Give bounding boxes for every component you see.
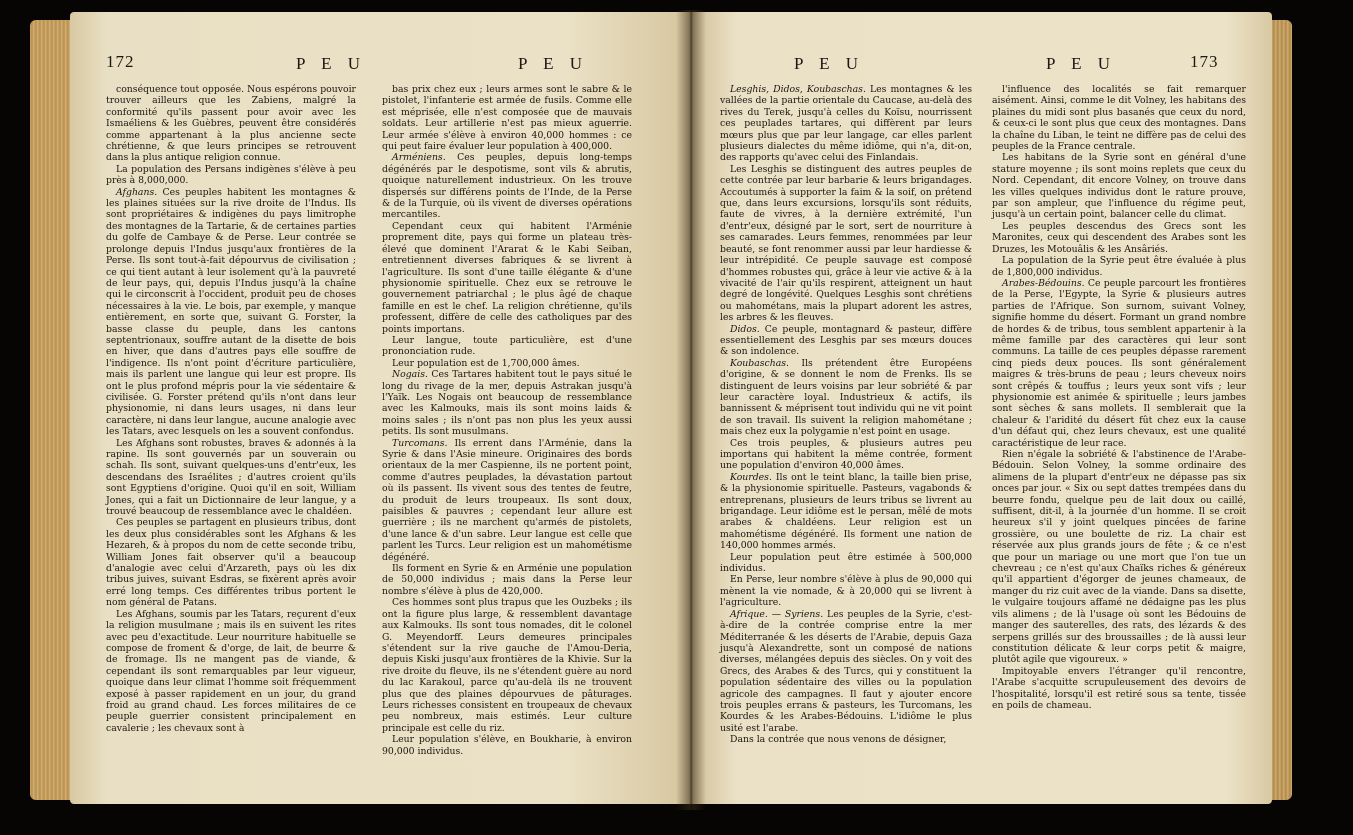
paragraph (992, 278, 1246, 449)
paragraph (382, 734, 632, 757)
paragraph-text: Ils prétendent être Européens d'origine, & se donnent le nom de Frenks. Ils se distinguent de leurs voisins par leur sobriété & par leur caractère loyal. Industrieux & actifs, ils bannissent & méprisent tout individu qui ne vit point de son travail. Ils suivent la religion mahométane ; mais chez eux la polygamie n'est point en usage. (720, 357, 973, 438)
left-running-head-2: P E U (518, 54, 588, 73)
paragraph-text: Ils ont le teint blanc, la taille bien prise, & la physionomie spirituelle. Pasteurs, vagabonds & entreprenans, plusieurs de leurs tribus se livrent au brigandage. Leur idiôme est le persan, mêlé de mots arabes & chaldéens. Leur religion est un mahométisme dégénéré. Ils forment une nation de 140,000 hommes armés. (720, 471, 973, 552)
paragraph-text: Ces Tartares habitent tout le pays situé le long du rivage de la mer, depuis Astrakan jusqu'à l'Yaïk. Les Nogais ont beaucoup de ressemblance avec les Kalmouks, mais ils sont moins laids & moins sales ; ils n'ont pas non plus les yeux aussi petits. Ils sont musulmans. (382, 369, 632, 438)
paragraph (382, 563, 632, 597)
left-page-number: 172 (106, 52, 135, 71)
paragraph (992, 152, 1246, 220)
left-column-2 (382, 84, 632, 757)
paragraph-text: Leur population peut être estimée à 500,000 individus. (720, 551, 972, 575)
paragraph-text: Impitoyable envers l'étranger qu'il rencontre, l'Arabe s'acquitte scrupuleusement des devoirs de l'hospitalité, lorsqu'il est retiré sous sa tente, tissée en poils de chameau. (992, 665, 1246, 711)
paragraph-lead: Didos. (730, 323, 765, 335)
paragraph-text: Les Afghans sont robustes, braves & adonnés à la rapine. Ils sont gouvernés par un souverain ou schah. Ils sont, suivant quelques-uns d'entr'eux, les descendans des Israélites ; d'autres croient qu'ils sont Egyptiens d'origine. Quoi qu'il en soit, William Jones, qui a fait un Dictionnaire de leur langue, y a trouvé beaucoup de ressemblance avec le chaldéen. (106, 437, 356, 518)
paragraph (720, 734, 972, 745)
paragraph-text: La population de la Syrie peut être évaluée à plus de 1,800,000 individus. (992, 255, 1246, 278)
right-running-head-1: P E U (794, 54, 864, 73)
paragraph-text: l'influence des localités se fait remarquer aisément. Ainsi, comme le dit Volney, les habitans des plaines du midi sont plus basanés que ceux du nord, & ceux-ci le sont plus que ceux des montagnes. Dans la chaîne du Liban, le teint ne diffère pas de celui des peuples de la France centrale. (992, 84, 1246, 153)
paragraph-text: Leur population est de 1,700,000 âmes. (392, 357, 580, 369)
paragraph-text: Ces trois peuples, & plusieurs autres peu importans qui habitent la même contrée, forment une population d'environ 40,000 âmes. (720, 437, 972, 472)
right-running-head-2: P E U (1046, 54, 1116, 73)
paragraph-text: Les peuples descendus des Grecs sont les Maronites, ceux qui descendent des Arabes sont les Druzes, les Motouâlis & les Ansâriés. (992, 220, 1246, 255)
paragraph-text: Ces peuples se partagent en plusieurs tribus, dont les deux plus considérables sont les Afghans & les Hezareh, & à propos du nom de cette seconde tribu, William Jones fait observer qu'il a beaucoup d'analogie avec celui d'Arzareth, pays où les dix tribus juives, suivant Esdras, se fixèrent après avoir erré long temps. Ces différentes tribus portent le nom général de Patans. (106, 517, 356, 609)
left-page (70, 12, 690, 804)
paragraph-text: Ces peuples habitent les montagnes & les plaines situées sur la rive droite de l'Indus. Ils sont propriétaires & indigènes du pays limitrophe des montagnes de la Tartarie, & de certaines parties du golfe de Cambaye & de Perse. Leur contrée se prolonge depuis l'Indus jusqu'aux frontières de la Perse. Ils sont tout-à-fait dépourvus de civilisation ; ce qui tient autant à leur isolement qu'à la pauvreté de leur pays, qui, depuis l'Indus jusqu'à la chaîne qui le circonscrit à l'occident, produit peu de choses nécessaires à la vie. Le bois, par exemple, y manque entièrement, en sorte que, suivant G. Forster, la basse classe du peuple, dans les cantons septentrionaux, souffre autant de la disette de bois en hiver, que dans d'autres pays elle souffre de l'indigence. Ils n'ont point d'écriture particulière, mais ils parlent une langue qui leur est propre. Ils ont le plus profond mépris pour la vie sédentaire & civilisée. G. Forster prétend qu'ils n'ont dans leur physionomie, ni dans leurs usages, ni dans leur caractère, ni dans leur langue, aucune analogie avec les Tatars, avec lesquels on les a souvent confondus. (106, 186, 356, 438)
left-page-columns (106, 84, 632, 757)
paragraph-lead: Koubaschas. (730, 357, 802, 369)
paragraph-lead: Lesghis, Didos, Koubaschas. (730, 84, 870, 95)
right-page (690, 12, 1272, 804)
paragraph-text: Ces peuples, depuis long-temps dégénérés par le despotisme, sont vils & abrutis, quoique naturellement industrieux. On les trouve dispersés sur différens points de l'Inde, de la Perse & de la Turquie, où ils vivent de diverses opérations mercantiles. (382, 152, 632, 221)
paragraph (720, 84, 972, 164)
book-gutter (676, 10, 706, 810)
paragraph-text: Les montagnes & les vallées de la partie orientale du Caucase, au-delà des rives du Terek, jusqu'à celles du Koïsu, nourrissent ces peuplades tartares, qui diffèrent par leurs mœurs plus que par leur langage, car elles parlent plusieurs dialectes du même idiôme, qui n'a, dit-on, des rapports qu'avec celui des Finlandais. (720, 84, 972, 164)
paragraph-text: Les Afghans, soumis par les Tatars, reçurent d'eux la religion musulmane ; mais ils en suivent les rites avec peu d'exactitude. Leur nourriture habituelle se compose de froment & d'orge, de lait, de beurre & de fromage. Ils ne mangent pas de viande, & cependant ils sont remarquables par leur vigueur, quoique dans leur climat l'homme soit fréquemment exposé à passer rapidement en un jour, du grand froid au grand chaud. Les forces militaires de ce peuple guerrier consistent principalement en cavalerie ; les chevaux sont à (106, 608, 356, 734)
paragraph-text: Les peuples de la Syrie, c'est-à-dire de la contrée comprise entre la mer Méditerranée & les déserts de l'Arabie, depuis Gaza jusqu'à Alexandrette, sont un composé de nations diverses, mélangées depuis des siècles. On y voit des Grecs, des Arabes & des Turcs, qui y constituent la population sédentaire des villes ou la population agricole des campagnes. Il faut y ajouter encore trois peuples errans & pasteurs, les Turcomans, les Kourdes & les Arabes-Bédouins. L'idiôme le plus usité est l'arabe. (720, 608, 972, 734)
paragraph (106, 84, 356, 164)
paragraph (382, 335, 632, 358)
paragraph-text: Ce peuple parcourt les frontières de la Perse, l'Egypte, la Syrie & plusieurs autres parties de l'Afrique. Son surnom, suivant Volney, signifie homme du désert. Formant un grand nombre de hordes & de tribus, tous semblent appartenir à la même famille par des caractères qui leur sont communs. La taille de ces peuples dépasse rarement cinq pieds deux pouces. Ils sont généralement maigres & très-bruns de peau ; leurs cheveux noirs sont crêpés & touffus ; leurs yeux sont vifs ; leur physionomie est animée & spirituelle ; leurs jambes sont sèches & sans mollets. Il semblerait que la chaleur & l'aridité du désert fût chez eux la cause d'un défaut qui, chez leurs chevaux, est une qualité caractéristique de leur race. (992, 277, 1246, 449)
paragraph (382, 438, 632, 563)
paragraph (382, 597, 632, 734)
paragraph-text: Dans la contrée que nous venons de désigner, (730, 734, 947, 746)
paragraph (720, 324, 972, 358)
paragraph (106, 187, 356, 438)
paragraph-text: Rien n'égale la sobriété & l'abstinence de l'Arabe-Bédouin. Selon Volney, la somme ordinaire des alimens de la plupart d'entr'eux ne dépasse pas six onces par jour. « Six ou sept dattes trempées dans du beurre fondu, quelque peu de lait doux ou caillé, suffisent, dit-il, à la journée d'un homme. Il se croit heureux s'il y joint quelques pincées de farine grossière, ou une boulette de riz. La chair est réservée aux plus grands jours de fête ; & ce n'est que pour un mariage ou une mort que l'on tue un chevreau ; ce n'est qu'aux Chaïks riches & généreux qu'il appartient d'égorger de jeunes chameaux, de manger du riz cuit avec de la viande. Dans sa disette, le vulgaire toujours affamé ne dédaigne pas les plus vils alimens ; de là l'usage où sont les Bédouins de manger des sauterelles, des rats, des lézards & des serpens grillés sur des broussailles ; de là aussi leur constitution délicate & leur corps petit & maigre, plutôt agile que vigoureux. » (992, 449, 1246, 666)
paragraph-text: Ce peuple, montagnard & pasteur, diffère essentiellement des Lesghis par ses mœurs douces & son indolence. (720, 323, 972, 358)
paragraph (382, 221, 632, 335)
right-column-1 (720, 84, 972, 746)
paragraph (720, 574, 972, 608)
paragraph-text: Ils errent dans l'Arménie, dans la Syrie & dans l'Asie mineure. Originaires des bords orientaux de la mer Caspienne, ils ne portent point, comme d'autres peuplades, la dévastation partout où ils passent. Ils vivent sous des tentes de feutre, du produit de leurs troupeaux. Ils sont doux, paisibles & pauvres ; cependant leur allure est guerrière ; ils ne marchent qu'armés de pistolets, d'une lance & d'un sabre. Leur langue est celle que parlent les Turcs. Leur religion est un mahométisme dégénéré. (382, 437, 632, 563)
paragraph-text: Les habitans de la Syrie sont en général d'une stature moyenne ; ils sont moins replets que ceux du Nord. Cependant, dit encore Volney, on trouve dans les villes quelques individus dont le rature prouve, par son ampleur, que l'influence du régime peut, jusqu'à un certain point, balancer celle du climat. (992, 152, 1246, 221)
paragraph-text: Ils forment en Syrie & en Arménie une population de 50,000 individus ; mais dans la Perse leur nombre s'élève à plus de 420,000. (382, 563, 632, 597)
left-page-header (70, 46, 690, 80)
right-page-header (690, 46, 1272, 80)
paragraph-text: Les Lesghis se distinguent des autres peuples de cette contrée par leur barbarie & leurs brigandages. Accoutumés à supporter la faim & la soif, on prétend que, dans leurs excursions, lorsqu'ils sont réduits, faute de vivres, à la dernière extrémité, l'un d'entr'eux, désigné par le sort, sert de nourriture à ses camarades. Leurs femmes, renommées par leur beauté, se font renommer aussi par leur hardiesse & leur intrépidité. Ce peuple sauvage est composé d'hommes robustes qui, grâce à leur vie active & à la vivacité de l'air qu'ils respirent, atteignent un haut degré de longévité. Quelques Lesghis sont chrétiens ou mahométans, mais la plupart adorent les astres, les arbres & les fleuves. (720, 163, 972, 324)
paragraph (382, 84, 632, 152)
paragraph (106, 164, 356, 187)
paragraph-lead: Afghans. (116, 186, 163, 198)
paragraph-text: Leur langue, toute particulière, est d'une prononciation rude. (382, 334, 632, 358)
paragraph (992, 221, 1246, 255)
paragraph-lead: Arméniens. (392, 152, 458, 164)
paragraph-lead: Afrique. — Syriens. (730, 608, 828, 620)
right-page-columns (720, 84, 1246, 746)
right-column-2 (992, 84, 1246, 746)
paragraph-text: La population des Persans indigènes s'élève à peu près à 8,000,000. (106, 163, 356, 187)
paragraph (382, 369, 632, 437)
right-page-number: 173 (1190, 52, 1219, 71)
paragraph (106, 609, 356, 734)
paragraph-text: Cependant ceux qui habitent l'Arménie proprement dite, pays qui forme un plateau très-élevé que dominent l'Ararat & le Kabi Seiban, entretiennent diverses fabriques & se livrent à l'agriculture. Ils sont d'une taille élégante & d'une physionomie spirituelle. Chez eux se retrouve le gouvernement patriarchal ; le plus âgé de chaque famille en est le chef. La religion chrétienne, qu'ils professent, diffère de celle des catholiques par des points importans. (382, 220, 632, 335)
paragraph (720, 472, 972, 552)
paragraph-text: conséquence tout opposée. Nous espérons pouvoir trouver ailleurs que les Zabiens, malgré la conformité qu'ils passent pour avoir avec les Ismaéliens & les Guèbres, peuvent être considérés comme appartenant à la plus ancienne secte chrétienne, & que leurs principes se retrouvent dans la plus antique religion connue. (106, 84, 356, 164)
paragraph-lead: Kourdes. (730, 471, 776, 483)
paragraph (106, 517, 356, 608)
paragraph-text: Ces hommes sont plus trapus que les Ouzbeks ; ils ont la figure plus large, & ressemblent davantage aux Kalmouks. Ils sont tous nomades, dit le colonel G. Meyendorff. Leurs demeures principales s'étendent sur la rive gauche de l'Amou-Deria, depuis Kiski jusqu'aux frontières de la Khivie. Sur la rive droite du fleuve, ils ne s'étendent guère au nord du lac Karakoul, parce qu'au-delà ils ne trouvent plus que des plaines dépourvues de pâturages. Leurs richesses consistent en troupeaux de chevaux peu nombreux, mais estimés. Leur culture principale est celle du riz. (382, 597, 632, 734)
paragraph-lead: Nogais. (392, 369, 432, 381)
paragraph (720, 438, 972, 472)
paragraph-text: Leur population s'élève, en Boukharie, à environ 90,000 individus. (382, 734, 632, 757)
paragraph-lead: Turcomans. (392, 437, 455, 449)
paragraph (382, 358, 632, 369)
paragraph-text: En Perse, leur nombre s'élève à plus de 90,000 qui mènent la vie nomade, & à 20,000 qui se livrent à l'agriculture. (720, 574, 972, 609)
paragraph-lead: Arabes-Bédouins. (1002, 277, 1088, 289)
paragraph (720, 552, 972, 575)
left-column-1 (106, 84, 356, 757)
paragraph (992, 255, 1246, 278)
paragraph (720, 164, 972, 324)
left-running-head-1: P E U (296, 54, 366, 73)
paragraph-text: bas prix chez eux ; leurs armes sont le sabre & le pistolet, l'infanterie est armée de fusils. Comme elle est méprisée, elle n'est composée que de mauvais soldats. Leur artillerie n'est pas mieux aguerrie. Leur armée s'élève à environ 40,000 hommes : ce qui peut faire évaluer leur population à 400,000. (382, 84, 632, 153)
paragraph (720, 609, 972, 734)
paragraph (992, 449, 1246, 666)
paragraph (992, 84, 1246, 152)
paragraph (720, 358, 972, 438)
paragraph (106, 438, 356, 518)
paragraph (382, 152, 632, 220)
paragraph (992, 666, 1246, 712)
